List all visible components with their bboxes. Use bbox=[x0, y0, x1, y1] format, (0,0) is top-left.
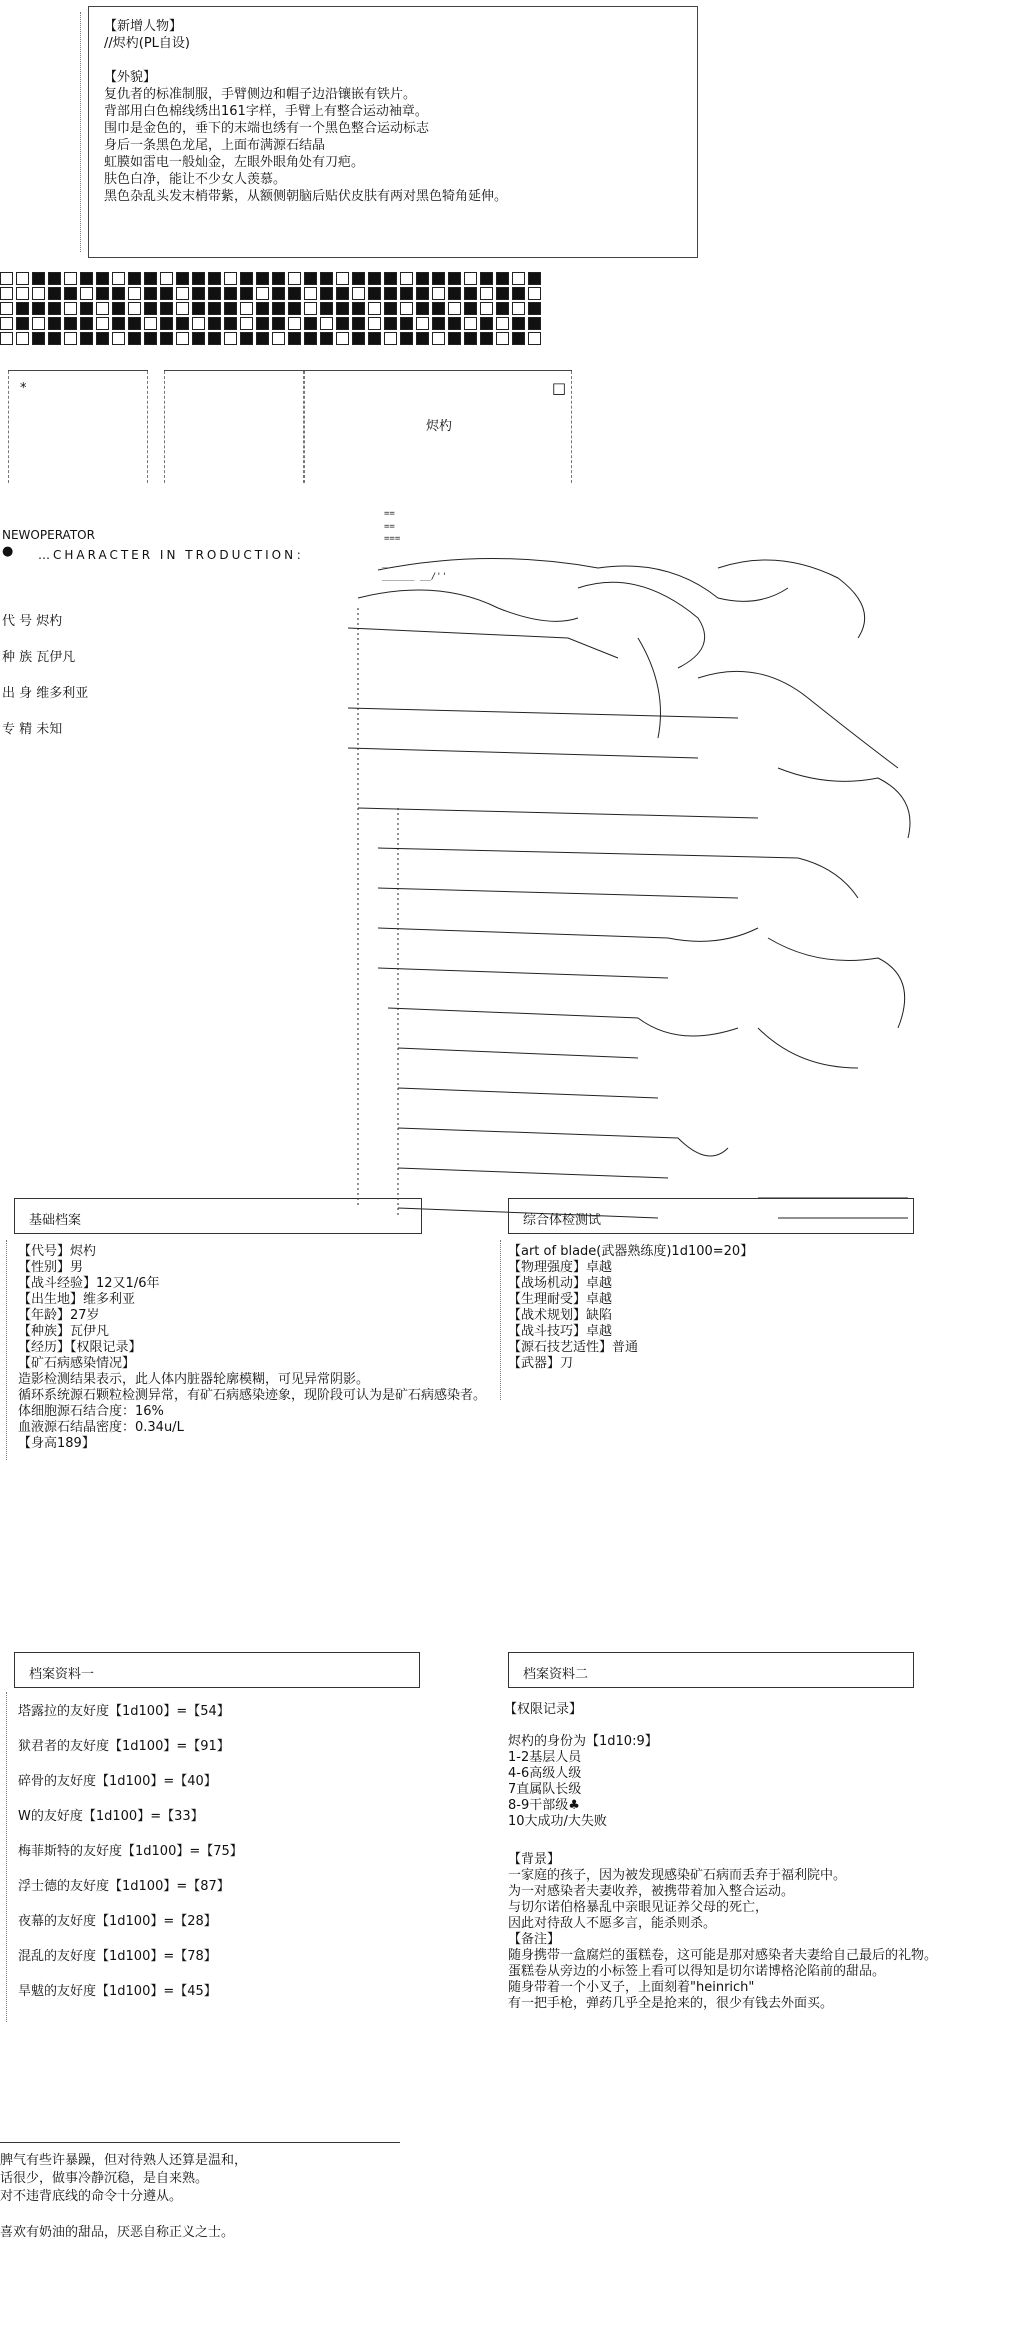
exam-file-line: 【战术规划】缺陷 bbox=[508, 1308, 613, 1323]
basic-file-line: 【性别】男 bbox=[18, 1260, 84, 1275]
empty-square-icon bbox=[496, 317, 509, 330]
empty-square-icon bbox=[256, 287, 269, 300]
filled-square-icon bbox=[272, 317, 285, 330]
filled-square-icon bbox=[192, 302, 205, 315]
empty-square-icon bbox=[64, 272, 77, 285]
filled-square-icon bbox=[352, 332, 365, 345]
filled-square-icon bbox=[64, 317, 77, 330]
empty-square-icon bbox=[528, 332, 541, 345]
empty-square-icon bbox=[192, 317, 205, 330]
intro-box-text bbox=[104, 18, 507, 205]
exam-file-line: 【战场机动】卓越 bbox=[508, 1276, 613, 1291]
operator-field-value: 烬杓 bbox=[32, 614, 63, 629]
intro-line: 围巾是金色的，垂下的末端也绣有一个黑色整合运动标志 bbox=[104, 121, 430, 136]
background-line: 【备注】 bbox=[508, 1932, 561, 1947]
filled-square-icon bbox=[176, 272, 189, 285]
filled-square-icon bbox=[464, 332, 477, 345]
filled-square-icon bbox=[16, 317, 29, 330]
filled-square-icon bbox=[464, 302, 477, 315]
filled-square-icon bbox=[160, 317, 173, 330]
file-two-title: 档案资料二 bbox=[508, 1652, 914, 1688]
filled-square-icon bbox=[96, 272, 109, 285]
filled-square-icon bbox=[368, 287, 381, 300]
checker-row bbox=[0, 317, 541, 330]
filled-square-icon bbox=[304, 272, 317, 285]
empty-square-icon bbox=[112, 272, 125, 285]
intro-line: 身后一条黑色龙尾，上面布满源石结晶 bbox=[104, 138, 326, 153]
perm-line: 1-2基层人员 bbox=[508, 1750, 582, 1765]
empty-square-icon bbox=[288, 317, 301, 330]
empty-square-icon bbox=[384, 332, 397, 345]
empty-square-icon bbox=[304, 287, 317, 300]
filled-square-icon bbox=[256, 302, 269, 315]
basic-file-line: 【代号】烬杓 bbox=[18, 1244, 97, 1259]
filled-square-icon bbox=[320, 287, 333, 300]
filled-square-icon bbox=[224, 287, 237, 300]
operator-field-value: 瓦伊凡 bbox=[32, 650, 76, 665]
operator-field-value: 未知 bbox=[32, 722, 63, 737]
intro-line: 【新增人物】 bbox=[104, 19, 183, 34]
empty-square-icon bbox=[240, 317, 253, 330]
filled-square-icon bbox=[496, 302, 509, 315]
empty-square-icon bbox=[496, 332, 509, 345]
portrait-frame-middle bbox=[164, 370, 304, 483]
background-line: 随身携带一盒腐烂的蛋糕卷，这可能是那对感染者夫妻给自己最后的礼物。 bbox=[508, 1948, 938, 1963]
empty-square-icon bbox=[480, 287, 493, 300]
filled-square-icon bbox=[144, 302, 157, 315]
empty-square-icon bbox=[16, 287, 29, 300]
filled-square-icon bbox=[208, 272, 221, 285]
empty-square-icon bbox=[432, 287, 445, 300]
file-one-title: 档案资料一 bbox=[14, 1652, 420, 1688]
background-line: 蛋糕卷从旁边的小标签上看可以得知是切尔诺博格沦陷前的甜品。 bbox=[508, 1964, 886, 1979]
bullet-icon: ● bbox=[2, 544, 14, 559]
footer-lines bbox=[0, 2152, 247, 2242]
empty-square-icon bbox=[176, 332, 189, 345]
filled-square-icon bbox=[48, 287, 61, 300]
filled-square-icon bbox=[448, 317, 461, 330]
operator-field-key: 代 号 bbox=[2, 614, 33, 629]
empty-square-icon bbox=[0, 332, 13, 345]
checker-row bbox=[0, 302, 541, 315]
empty-square-icon bbox=[32, 287, 45, 300]
empty-square-icon bbox=[96, 317, 109, 330]
filled-square-icon bbox=[256, 317, 269, 330]
footer-line bbox=[0, 2206, 247, 2224]
empty-square-icon bbox=[464, 317, 477, 330]
footer-line: 脾气有些许暴躁，但对待熟人还算是温和， bbox=[0, 2153, 248, 2168]
basic-file-line: 血液源石结晶密度：0.34u/L bbox=[18, 1420, 184, 1435]
intro-line bbox=[104, 52, 507, 69]
empty-square-icon bbox=[224, 332, 237, 345]
filled-square-icon bbox=[16, 302, 29, 315]
empty-square-icon bbox=[176, 287, 189, 300]
filled-square-icon bbox=[512, 317, 525, 330]
filled-square-icon bbox=[400, 287, 413, 300]
filled-square-icon bbox=[112, 302, 125, 315]
empty-square-icon bbox=[368, 317, 381, 330]
exam-file-line: 【武器】刀 bbox=[508, 1356, 574, 1371]
filled-square-icon bbox=[288, 287, 301, 300]
checkbox-icon: □ bbox=[551, 379, 566, 397]
filled-square-icon bbox=[368, 332, 381, 345]
background-line: 因此对待敌人不愿多言，能杀则杀。 bbox=[508, 1916, 717, 1931]
empty-square-icon bbox=[16, 332, 29, 345]
filled-square-icon bbox=[224, 317, 237, 330]
filled-square-icon bbox=[304, 332, 317, 345]
filled-square-icon bbox=[288, 302, 301, 315]
filled-square-icon bbox=[352, 302, 365, 315]
filled-square-icon bbox=[496, 287, 509, 300]
perm-line: 4-6高级人级 bbox=[508, 1766, 582, 1781]
footer-rule bbox=[0, 2142, 400, 2143]
filled-square-icon bbox=[512, 287, 525, 300]
favor-item: 碎骨的友好度【1d100】=【40】 bbox=[18, 1774, 217, 1789]
filled-square-icon bbox=[384, 302, 397, 315]
filled-square-icon bbox=[208, 317, 221, 330]
empty-square-icon bbox=[96, 302, 109, 315]
empty-square-icon bbox=[512, 302, 525, 315]
empty-square-icon bbox=[320, 317, 333, 330]
empty-square-icon bbox=[464, 272, 477, 285]
checker-row bbox=[0, 332, 541, 345]
filled-square-icon bbox=[160, 302, 173, 315]
basic-file-lines bbox=[18, 1244, 486, 1452]
empty-square-icon bbox=[512, 272, 525, 285]
filled-square-icon bbox=[528, 302, 541, 315]
filled-square-icon bbox=[208, 302, 221, 315]
filled-square-icon bbox=[128, 332, 141, 345]
empty-square-icon bbox=[368, 302, 381, 315]
filled-square-icon bbox=[96, 332, 109, 345]
intro-line: 肤色白净，能让不少女人羡慕。 bbox=[104, 172, 287, 187]
filled-square-icon bbox=[144, 272, 157, 285]
footer-line: 喜欢有奶油的甜品，厌恶自称正义之士。 bbox=[0, 2225, 235, 2240]
filled-square-icon bbox=[272, 272, 285, 285]
filled-square-icon bbox=[96, 287, 109, 300]
empty-square-icon bbox=[288, 272, 301, 285]
filled-square-icon bbox=[512, 332, 525, 345]
filled-square-icon bbox=[80, 302, 93, 315]
exam-file-line: 【战斗技巧】卓越 bbox=[508, 1324, 613, 1339]
basic-file-line: 【出生地】维多利亚 bbox=[18, 1292, 136, 1307]
character-figure bbox=[338, 508, 938, 1238]
operator-field-key: 出 身 bbox=[2, 686, 33, 701]
filled-square-icon bbox=[288, 332, 301, 345]
basic-file-line: 体细胞源石结合度：16% bbox=[18, 1404, 164, 1419]
empty-square-icon bbox=[352, 287, 365, 300]
checker-row bbox=[0, 272, 541, 285]
favor-item: 旱魃的友好度【1d100】=【45】 bbox=[18, 1984, 217, 1999]
empty-square-icon bbox=[432, 332, 445, 345]
filled-square-icon bbox=[448, 332, 461, 345]
basic-file-line: 【经历】【权限记录】 bbox=[18, 1340, 142, 1355]
basic-file-title: 基础档案 bbox=[14, 1198, 422, 1234]
filled-square-icon bbox=[48, 317, 61, 330]
filled-square-icon bbox=[144, 332, 157, 345]
filled-square-icon bbox=[480, 272, 493, 285]
filled-square-icon bbox=[416, 302, 429, 315]
filled-square-icon bbox=[400, 332, 413, 345]
intro-line: 【外貌】 bbox=[104, 70, 157, 85]
filled-square-icon bbox=[80, 272, 93, 285]
exam-file-lines bbox=[508, 1244, 753, 1372]
operator-field-value: 维多利亚 bbox=[32, 686, 89, 701]
intro-line: 虹膜如雷电一般灿金，左眼外眼角处有刀疤。 bbox=[104, 155, 365, 170]
empty-square-icon bbox=[304, 302, 317, 315]
empty-square-icon bbox=[480, 302, 493, 315]
exam-file-line: 【物理强度】卓越 bbox=[508, 1260, 613, 1275]
basic-file-line: 【战斗经验】12又1/6年 bbox=[18, 1276, 160, 1291]
filled-square-icon bbox=[480, 332, 493, 345]
filled-square-icon bbox=[416, 287, 429, 300]
filled-square-icon bbox=[272, 302, 285, 315]
filled-square-icon bbox=[496, 272, 509, 285]
filled-square-icon bbox=[80, 317, 93, 330]
operator-subtitle: …CHARACTER IN TRODUCTION： bbox=[38, 548, 312, 562]
background-line: 与切尔诺伯格暴乱中亲眼见证养父母的死亡， bbox=[508, 1900, 769, 1915]
basic-file-line: 造影检测结果表示，此人体内脏器轮廓模糊，可见异常阴影。 bbox=[18, 1372, 370, 1387]
exam-file-dotted bbox=[500, 1240, 503, 1400]
empty-square-icon bbox=[32, 317, 45, 330]
empty-square-icon bbox=[0, 302, 13, 315]
filled-square-icon bbox=[192, 272, 205, 285]
favor-item: 混乱的友好度【1d100】=【78】 bbox=[18, 1949, 217, 1964]
filled-square-icon bbox=[32, 272, 45, 285]
filled-square-icon bbox=[368, 272, 381, 285]
empty-square-icon bbox=[528, 287, 541, 300]
perm-line: 8-9干部级♣ bbox=[508, 1798, 580, 1813]
filled-square-icon bbox=[240, 272, 253, 285]
empty-square-icon bbox=[272, 332, 285, 345]
filled-square-icon bbox=[448, 272, 461, 285]
empty-square-icon bbox=[64, 332, 77, 345]
exam-file-title: 综合体检测试 bbox=[508, 1198, 914, 1234]
filled-square-icon bbox=[352, 272, 365, 285]
background-line: 一家庭的孩子，因为被发现感染矿石病而丢弃于福利院中。 bbox=[508, 1868, 847, 1883]
portrait-name: 烬杓 bbox=[426, 419, 453, 434]
empty-square-icon bbox=[16, 272, 29, 285]
empty-square-icon bbox=[128, 287, 141, 300]
filled-square-icon bbox=[432, 272, 445, 285]
footer-line: 对不违背底线的命令十分遵从。 bbox=[0, 2189, 183, 2204]
filled-square-icon bbox=[208, 287, 221, 300]
filled-square-icon bbox=[384, 317, 397, 330]
empty-square-icon bbox=[0, 317, 13, 330]
background-lines bbox=[508, 1852, 937, 2012]
filled-square-icon bbox=[480, 317, 493, 330]
favor-item: 浮士德的友好度【1d100】=【87】 bbox=[18, 1879, 230, 1894]
empty-square-icon bbox=[176, 302, 189, 315]
filled-square-icon bbox=[416, 272, 429, 285]
empty-square-icon bbox=[336, 332, 349, 345]
empty-square-icon bbox=[64, 302, 77, 315]
empty-square-icon bbox=[416, 317, 429, 330]
intro-line: 复仇者的标准制服，手臂侧边和帽子边沿镶嵌有铁片。 bbox=[104, 87, 417, 102]
perm-line: 烬杓的身份为【1d10:9】 bbox=[508, 1734, 658, 1749]
favor-item: W的友好度【1d100】=【33】 bbox=[18, 1809, 204, 1824]
empty-square-icon bbox=[0, 272, 13, 285]
background-line: 有一把手枪，弹药几乎全是抢来的，很少有钱去外面买。 bbox=[508, 1996, 834, 2011]
exam-file-line: 【art of blade(武器熟练度)1d100=20】 bbox=[508, 1244, 754, 1259]
filled-square-icon bbox=[144, 287, 157, 300]
operator-field bbox=[2, 682, 88, 701]
intro-box-dotted-left bbox=[80, 12, 83, 252]
operator-field-key: 专 精 bbox=[2, 722, 33, 737]
filled-square-icon bbox=[192, 287, 205, 300]
star-mark: * bbox=[20, 381, 27, 396]
filled-square-icon bbox=[208, 332, 221, 345]
filled-square-icon bbox=[256, 272, 269, 285]
basic-file-line: 【身高189】 bbox=[18, 1436, 95, 1451]
filled-square-icon bbox=[384, 272, 397, 285]
empty-square-icon bbox=[336, 272, 349, 285]
empty-square-icon bbox=[160, 272, 173, 285]
empty-square-icon bbox=[240, 302, 253, 315]
filled-square-icon bbox=[128, 272, 141, 285]
empty-square-icon bbox=[112, 332, 125, 345]
favor-item: 塔露拉的友好度【1d100】=【54】 bbox=[18, 1704, 230, 1719]
filled-square-icon bbox=[320, 332, 333, 345]
filled-square-icon bbox=[48, 302, 61, 315]
exam-file-line: 【生理耐受】卓越 bbox=[508, 1292, 613, 1307]
filled-square-icon bbox=[320, 302, 333, 315]
intro-line: 背部用白色棉线绣出161字样，手臂上有整合运动袖章。 bbox=[104, 104, 428, 119]
filled-square-icon bbox=[416, 332, 429, 345]
filled-square-icon bbox=[272, 287, 285, 300]
operator-field bbox=[2, 646, 75, 665]
filled-square-icon bbox=[432, 302, 445, 315]
basic-file-line: 【种族】瓦伊凡 bbox=[18, 1324, 110, 1339]
portrait-frame-right bbox=[304, 370, 572, 483]
filled-square-icon bbox=[192, 332, 205, 345]
empty-square-icon bbox=[448, 302, 461, 315]
filled-square-icon bbox=[48, 272, 61, 285]
empty-square-icon bbox=[400, 272, 413, 285]
filled-square-icon bbox=[400, 317, 413, 330]
filled-square-icon bbox=[320, 272, 333, 285]
filled-square-icon bbox=[528, 272, 541, 285]
favor-item: 狱君者的友好度【1d100】=【91】 bbox=[18, 1739, 230, 1754]
checker-row bbox=[0, 287, 541, 300]
footer-line: 话很少，做事冷静沉稳，是自来熟。 bbox=[0, 2171, 209, 2186]
filled-square-icon bbox=[80, 332, 93, 345]
filled-square-icon bbox=[160, 332, 173, 345]
portrait-frame-left bbox=[8, 370, 148, 483]
operator-label: NEWOPERATOR bbox=[2, 528, 95, 542]
filled-square-icon bbox=[112, 287, 125, 300]
intro-line: //烬杓(PL自设) bbox=[104, 36, 190, 51]
filled-square-icon bbox=[160, 287, 173, 300]
filled-square-icon bbox=[32, 302, 45, 315]
filled-square-icon bbox=[528, 317, 541, 330]
background-line: 随身带着一个小叉子，上面刻着"heinrich" bbox=[508, 1980, 755, 1995]
intro-line: 黑色杂乱头发末梢带紫，从额侧朝脑后贴伏皮肤有两对黑色犄角延伸。 bbox=[104, 189, 508, 204]
operator-field bbox=[2, 610, 62, 629]
filled-square-icon bbox=[304, 317, 317, 330]
empty-square-icon bbox=[224, 272, 237, 285]
empty-square-icon bbox=[400, 302, 413, 315]
filled-square-icon bbox=[48, 332, 61, 345]
filled-square-icon bbox=[64, 287, 77, 300]
filled-square-icon bbox=[240, 287, 253, 300]
operator-field-key: 种 族 bbox=[2, 650, 33, 665]
operator-field bbox=[2, 718, 62, 737]
filled-square-icon bbox=[336, 302, 349, 315]
perm-line: 10大成功/大失败 bbox=[508, 1814, 607, 1829]
filled-square-icon bbox=[432, 317, 445, 330]
basic-file-line: 【矿石病感染情况】 bbox=[18, 1356, 136, 1371]
background-line: 为一对感染者夫妻收养，被携带着加入整合运动。 bbox=[508, 1884, 795, 1899]
file-one-dotted bbox=[6, 1692, 9, 2022]
empty-square-icon bbox=[144, 317, 157, 330]
filled-square-icon bbox=[224, 302, 237, 315]
filled-square-icon bbox=[464, 287, 477, 300]
character-ascii-art: == == === __ ______ __/'' bbox=[338, 508, 938, 1238]
basic-file-line: 【年龄】27岁 bbox=[18, 1308, 100, 1323]
filled-square-icon bbox=[128, 317, 141, 330]
perm-line: 7直属队长级 bbox=[508, 1782, 582, 1797]
filled-square-icon bbox=[112, 317, 125, 330]
filled-square-icon bbox=[384, 287, 397, 300]
empty-square-icon bbox=[0, 287, 13, 300]
basic-file-dotted bbox=[6, 1240, 9, 1460]
filled-square-icon bbox=[336, 287, 349, 300]
filled-square-icon bbox=[176, 317, 189, 330]
filled-square-icon bbox=[240, 332, 253, 345]
exam-file-line: 【源石技艺适性】普通 bbox=[508, 1340, 639, 1355]
perm-lines bbox=[508, 1734, 658, 1830]
filled-square-icon bbox=[352, 317, 365, 330]
filled-square-icon bbox=[256, 332, 269, 345]
filled-square-icon bbox=[32, 332, 45, 345]
empty-square-icon bbox=[128, 302, 141, 315]
favor-item: 梅菲斯特的友好度【1d100】=【75】 bbox=[18, 1844, 243, 1859]
filled-square-icon bbox=[448, 287, 461, 300]
empty-square-icon bbox=[80, 287, 93, 300]
filled-square-icon bbox=[336, 317, 349, 330]
perm-head: 【权限记录】 bbox=[504, 1702, 583, 1717]
background-line: 【背景】 bbox=[508, 1852, 561, 1867]
basic-file-line: 循环系统源石颗粒检测异常，有矿石病感染迹象，现阶段可认为是矿石病感染者。 bbox=[18, 1388, 487, 1403]
favor-item: 夜幕的友好度【1d100】=【28】 bbox=[18, 1914, 217, 1929]
